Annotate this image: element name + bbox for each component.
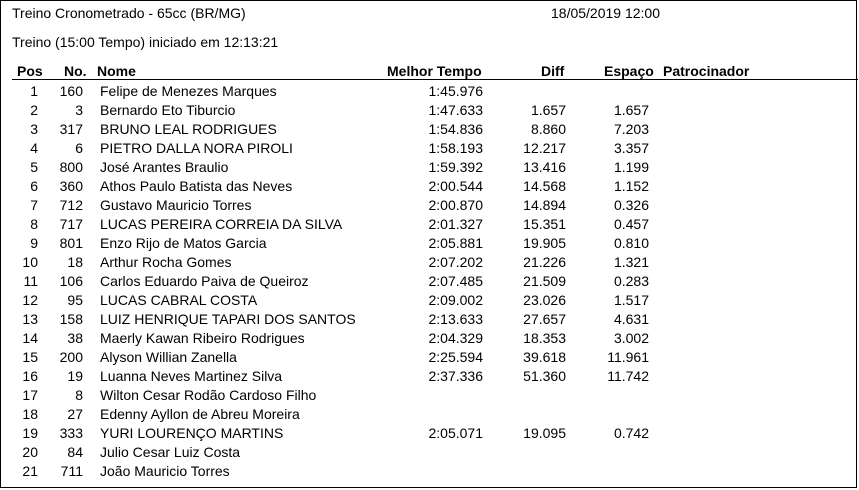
session-subtitle: Treino (15:00 Tempo) iniciado em 12:13:21: [12, 34, 279, 50]
cell-best-time: 1:47.633: [428, 102, 483, 118]
cell-gap: 1.657: [613, 102, 649, 118]
cell-diff: 14.894: [523, 197, 566, 213]
cell-number: 711: [60, 463, 83, 479]
cell-number: 717: [59, 216, 83, 232]
cell-pos: 21: [22, 463, 38, 479]
table-row: [1, 196, 859, 215]
cell-diff: 18.353: [523, 330, 566, 346]
table-row: [1, 367, 859, 386]
cell-diff: 12.217: [523, 140, 566, 156]
cell-diff: 27.657: [523, 311, 566, 327]
col-header-gap: Espaço: [604, 63, 654, 79]
cell-name: Carlos Eduardo Paiva de Queiroz: [100, 273, 309, 289]
cell-number: 6: [75, 140, 83, 156]
cell-number: 333: [59, 425, 83, 441]
cell-best-time: 1:54.836: [428, 121, 483, 137]
cell-pos: 5: [30, 159, 38, 175]
cell-pos: 16: [22, 368, 38, 384]
cell-gap: 11.961: [607, 349, 649, 365]
cell-number: 27: [67, 406, 83, 422]
cell-best-time: 1:59.392: [428, 159, 483, 175]
cell-name: BRUNO LEAL RODRIGUES: [100, 121, 277, 137]
cell-name: Edenny Ayllon de Abreu Moreira: [100, 406, 300, 422]
cell-best-time: 2:04.329: [428, 330, 483, 346]
table-row: [1, 253, 859, 272]
table-row: [1, 120, 859, 139]
table-row: [1, 215, 859, 234]
cell-pos: 12: [22, 292, 38, 308]
cell-name: Athos Paulo Batista das Neves: [100, 178, 293, 194]
cell-pos: 10: [22, 254, 38, 270]
cell-diff: 13.416: [523, 159, 566, 175]
cell-best-time: 2:07.202: [428, 254, 483, 270]
cell-number: 712: [59, 197, 83, 213]
cell-number: 18: [67, 254, 83, 270]
cell-gap: 0.283: [613, 273, 649, 289]
cell-best-time: 2:05.071: [428, 425, 483, 441]
cell-diff: 23.026: [523, 292, 566, 308]
cell-number: 95: [67, 292, 83, 308]
cell-name: LUCAS PEREIRA CORREIA DA SILVA: [100, 216, 343, 232]
table-row: [1, 291, 859, 310]
cell-best-time: 2:25.594: [428, 349, 483, 365]
cell-diff: 14.568: [523, 178, 566, 194]
cell-pos: 4: [30, 140, 38, 156]
cell-best-time: 2:37.336: [428, 368, 483, 384]
cell-diff: 15.351: [523, 216, 566, 232]
cell-name: LUCAS CABRAL COSTA: [100, 292, 258, 308]
cell-gap: 0.742: [613, 425, 649, 441]
cell-gap: 3.002: [613, 330, 649, 346]
table-row: [1, 348, 859, 367]
cell-best-time: 1:45.976: [428, 83, 483, 99]
cell-number: 3: [75, 102, 83, 118]
session-datetime: 18/05/2019 12:00: [551, 5, 660, 21]
cell-best-time: 2:00.544: [428, 178, 483, 194]
cell-name: Julio Cesar Luiz Costa: [100, 444, 241, 460]
cell-pos: 19: [22, 425, 38, 441]
col-header-sponsor: Patrocinador: [663, 63, 750, 79]
table-row: [1, 272, 859, 291]
cell-pos: 18: [22, 406, 38, 422]
table-row: [1, 405, 859, 424]
table-row: [1, 462, 859, 481]
cell-number: 84: [67, 444, 83, 460]
cell-number: 38: [67, 330, 83, 346]
cell-diff: 21.509: [523, 273, 566, 289]
cell-number: 106: [59, 273, 83, 289]
cell-pos: 7: [30, 197, 38, 213]
cell-pos: 3: [30, 121, 38, 137]
table-row: [1, 139, 859, 158]
cell-number: 360: [59, 178, 83, 194]
cell-best-time: 2:00.870: [428, 197, 483, 213]
table-row: [1, 386, 859, 405]
cell-pos: 14: [22, 330, 38, 346]
cell-number: 160: [59, 83, 83, 99]
cell-name: João Mauricio Torres: [100, 463, 230, 479]
cell-pos: 13: [22, 311, 38, 327]
cell-gap: 1.199: [613, 159, 649, 175]
col-header-pos: Pos: [17, 63, 43, 79]
cell-diff: 21.226: [523, 254, 566, 270]
cell-gap: 11.742: [607, 368, 649, 384]
cell-best-time: 2:07.485: [428, 273, 483, 289]
cell-pos: 17: [22, 387, 38, 403]
cell-pos: 15: [22, 349, 38, 365]
cell-name: Enzo Rijo de Matos Garcia: [100, 235, 267, 251]
cell-number: 800: [59, 159, 83, 175]
cell-name: Luanna Neves Martinez Silva: [100, 368, 283, 384]
cell-name: Wilton Cesar Rodão Cardoso Filho: [100, 387, 317, 403]
cell-gap: 4.631: [613, 311, 649, 327]
cell-name: Maerly Kawan Ribeiro Rodrigues: [100, 330, 305, 346]
cell-name: José Arantes Braulio: [100, 159, 229, 175]
cell-gap: 0.810: [613, 235, 649, 251]
cell-name: Alyson Willian Zanella: [100, 349, 237, 365]
cell-name: YURI LOURENÇO MARTINS: [100, 425, 284, 441]
cell-gap: 7.203: [613, 121, 649, 137]
col-header-diff: Diff: [541, 63, 565, 79]
table-row: [1, 329, 859, 348]
col-header-name: Nome: [97, 63, 136, 79]
table-row: [1, 101, 859, 120]
cell-diff: 8.860: [530, 121, 566, 137]
cell-number: 801: [59, 235, 83, 251]
table-row: [1, 158, 859, 177]
cell-gap: 0.457: [613, 216, 649, 232]
table-row: [1, 177, 859, 196]
cell-pos: 1: [30, 83, 38, 99]
header-divider: [12, 79, 858, 80]
cell-gap: 1.152: [613, 178, 649, 194]
cell-name: Felipe de Menezes Marques: [100, 83, 277, 99]
cell-best-time: 2:01.327: [428, 216, 483, 232]
cell-gap: 1.517: [613, 292, 649, 308]
table-row: [1, 443, 859, 462]
cell-best-time: 2:13.633: [428, 311, 483, 327]
cell-name: Gustavo Mauricio Torres: [100, 197, 252, 213]
cell-best-time: 2:09.002: [428, 292, 483, 308]
cell-number: 158: [59, 311, 83, 327]
cell-number: 200: [59, 349, 83, 365]
cell-number: 317: [59, 121, 83, 137]
cell-name: LUIZ HENRIQUE TAPARI DOS SANTOS: [100, 311, 356, 327]
cell-number: 19: [67, 368, 83, 384]
table-row: [1, 234, 859, 253]
cell-diff: 19.095: [523, 425, 566, 441]
table-row: [1, 82, 859, 101]
cell-diff: 1.657: [530, 102, 566, 118]
cell-pos: 9: [30, 235, 38, 251]
cell-pos: 20: [22, 444, 38, 460]
table-row: [1, 424, 859, 443]
cell-pos: 8: [30, 216, 38, 232]
cell-pos: 6: [30, 178, 38, 194]
col-header-no: No.: [64, 63, 87, 79]
cell-gap: 0.326: [613, 197, 649, 213]
cell-gap: 1.321: [613, 254, 649, 270]
cell-pos: 2: [30, 102, 38, 118]
cell-gap: 3.357: [613, 140, 649, 156]
col-header-best-time: Melhor Tempo: [387, 63, 482, 79]
cell-diff: 39.618: [523, 349, 566, 365]
cell-name: Arthur Rocha Gomes: [100, 254, 232, 270]
cell-diff: 51.360: [523, 368, 566, 384]
cell-best-time: 2:05.881: [428, 235, 483, 251]
cell-pos: 11: [23, 273, 38, 289]
page-title: Treino Cronometrado - 65cc (BR/MG): [12, 5, 246, 21]
cell-name: PIETRO DALLA NORA PIROLI: [100, 140, 293, 156]
results-table-body: [1, 82, 859, 481]
cell-name: Bernardo Eto Tiburcio: [100, 102, 236, 118]
table-row: [1, 310, 859, 329]
cell-diff: 19.905: [523, 235, 566, 251]
cell-best-time: 1:58.193: [428, 140, 483, 156]
cell-number: 8: [75, 387, 83, 403]
